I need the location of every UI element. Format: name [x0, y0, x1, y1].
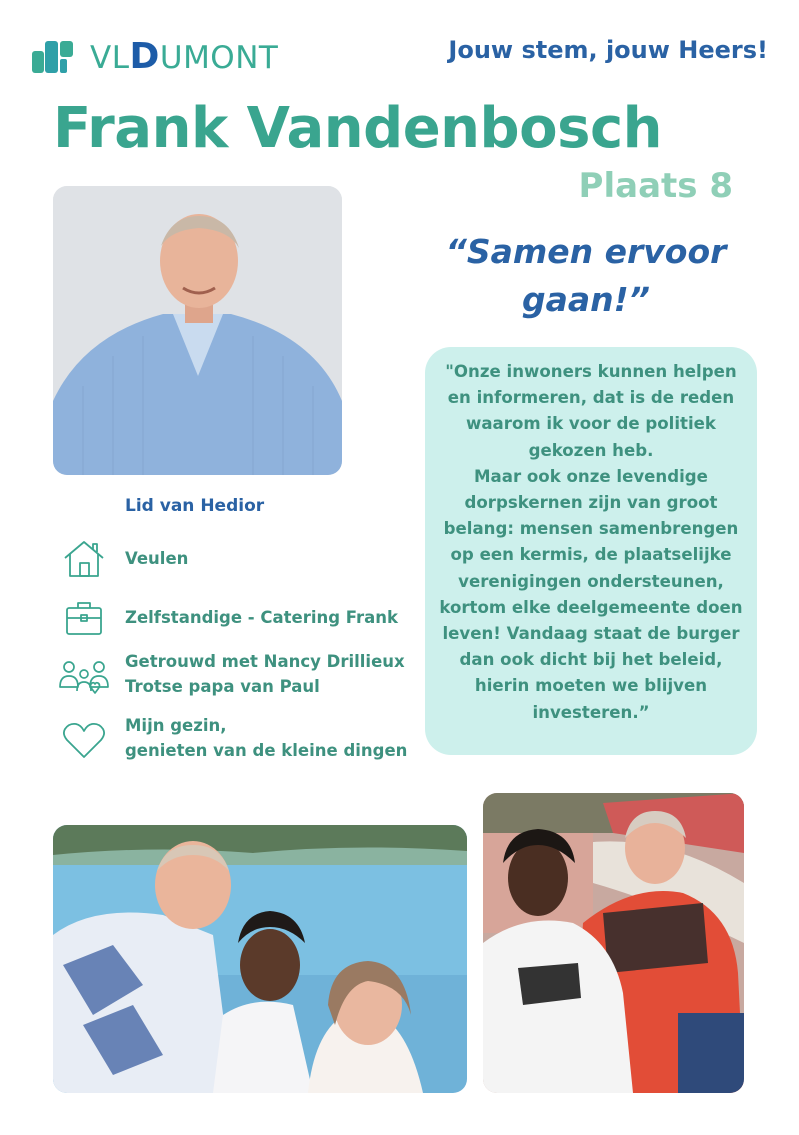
family-photo	[53, 825, 467, 1093]
member-of: Lid van Hedior	[125, 496, 265, 516]
father-son-photo	[483, 793, 744, 1093]
slogan: Jouw stem, jouw Heers!	[448, 36, 768, 64]
house-icon	[58, 538, 110, 580]
info-hobby	[58, 716, 408, 761]
info-profession-label: Zelfstandige - Catering Frank	[125, 608, 399, 627]
info-hobby-label: Mijn gezin, genieten van de kleine dingen	[125, 716, 408, 760]
info-residence-label: Veulen	[125, 549, 189, 568]
candidate-name: Frank Vandenbosch	[53, 96, 663, 161]
statement-box	[425, 347, 757, 755]
info-family	[58, 652, 405, 697]
statement-text: "Onze inwoners kunnen helpen en informeren, dat is de reden waarom ik voor de politiek gekozen heb. Maar ook onze levendige dorpskernen zijn van groot belang: mensen samenbrengen op een kermis, de plaatselijke verenigingen ondersteunen, kortom elke deelgemeente doen leven! Vandaag staat de burger dan ook dicht bij het beleid, hierin moeten we blijven investeren.”	[439, 362, 743, 722]
info-residence	[58, 538, 189, 580]
heart-icon	[58, 719, 110, 761]
logo-blocks-icon	[30, 37, 82, 75]
info-family-label: Getrouwd met Nancy Drillieux Trotse papa van Paul	[125, 652, 405, 696]
logo-wordmark: VLDUMONT	[90, 35, 279, 77]
party-logo	[30, 36, 278, 76]
info-profession	[58, 597, 399, 639]
portrait-photo	[53, 186, 342, 475]
family-icon	[58, 655, 110, 697]
briefcase-icon	[58, 597, 110, 639]
list-place: Plaats 8	[578, 166, 733, 206]
campaign-quote: “Samen ervoor gaan!”	[445, 232, 727, 319]
